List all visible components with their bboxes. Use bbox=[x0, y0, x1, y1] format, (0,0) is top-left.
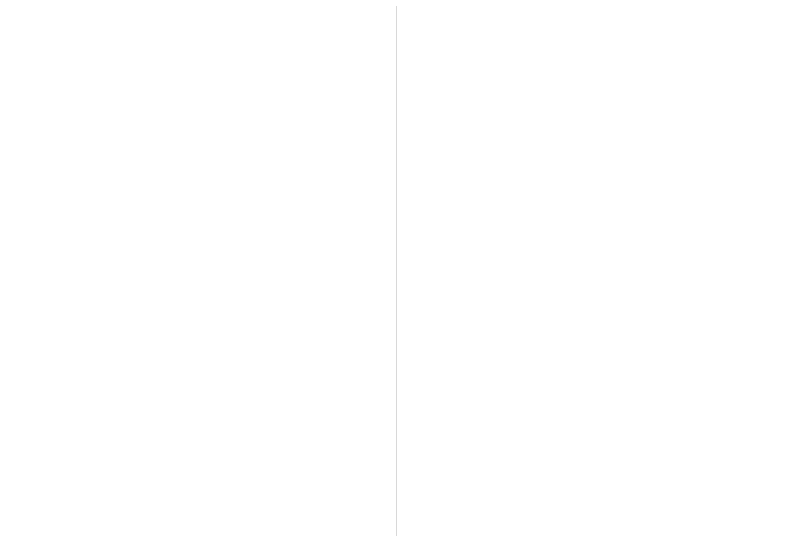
page-2 bbox=[397, 0, 794, 540]
